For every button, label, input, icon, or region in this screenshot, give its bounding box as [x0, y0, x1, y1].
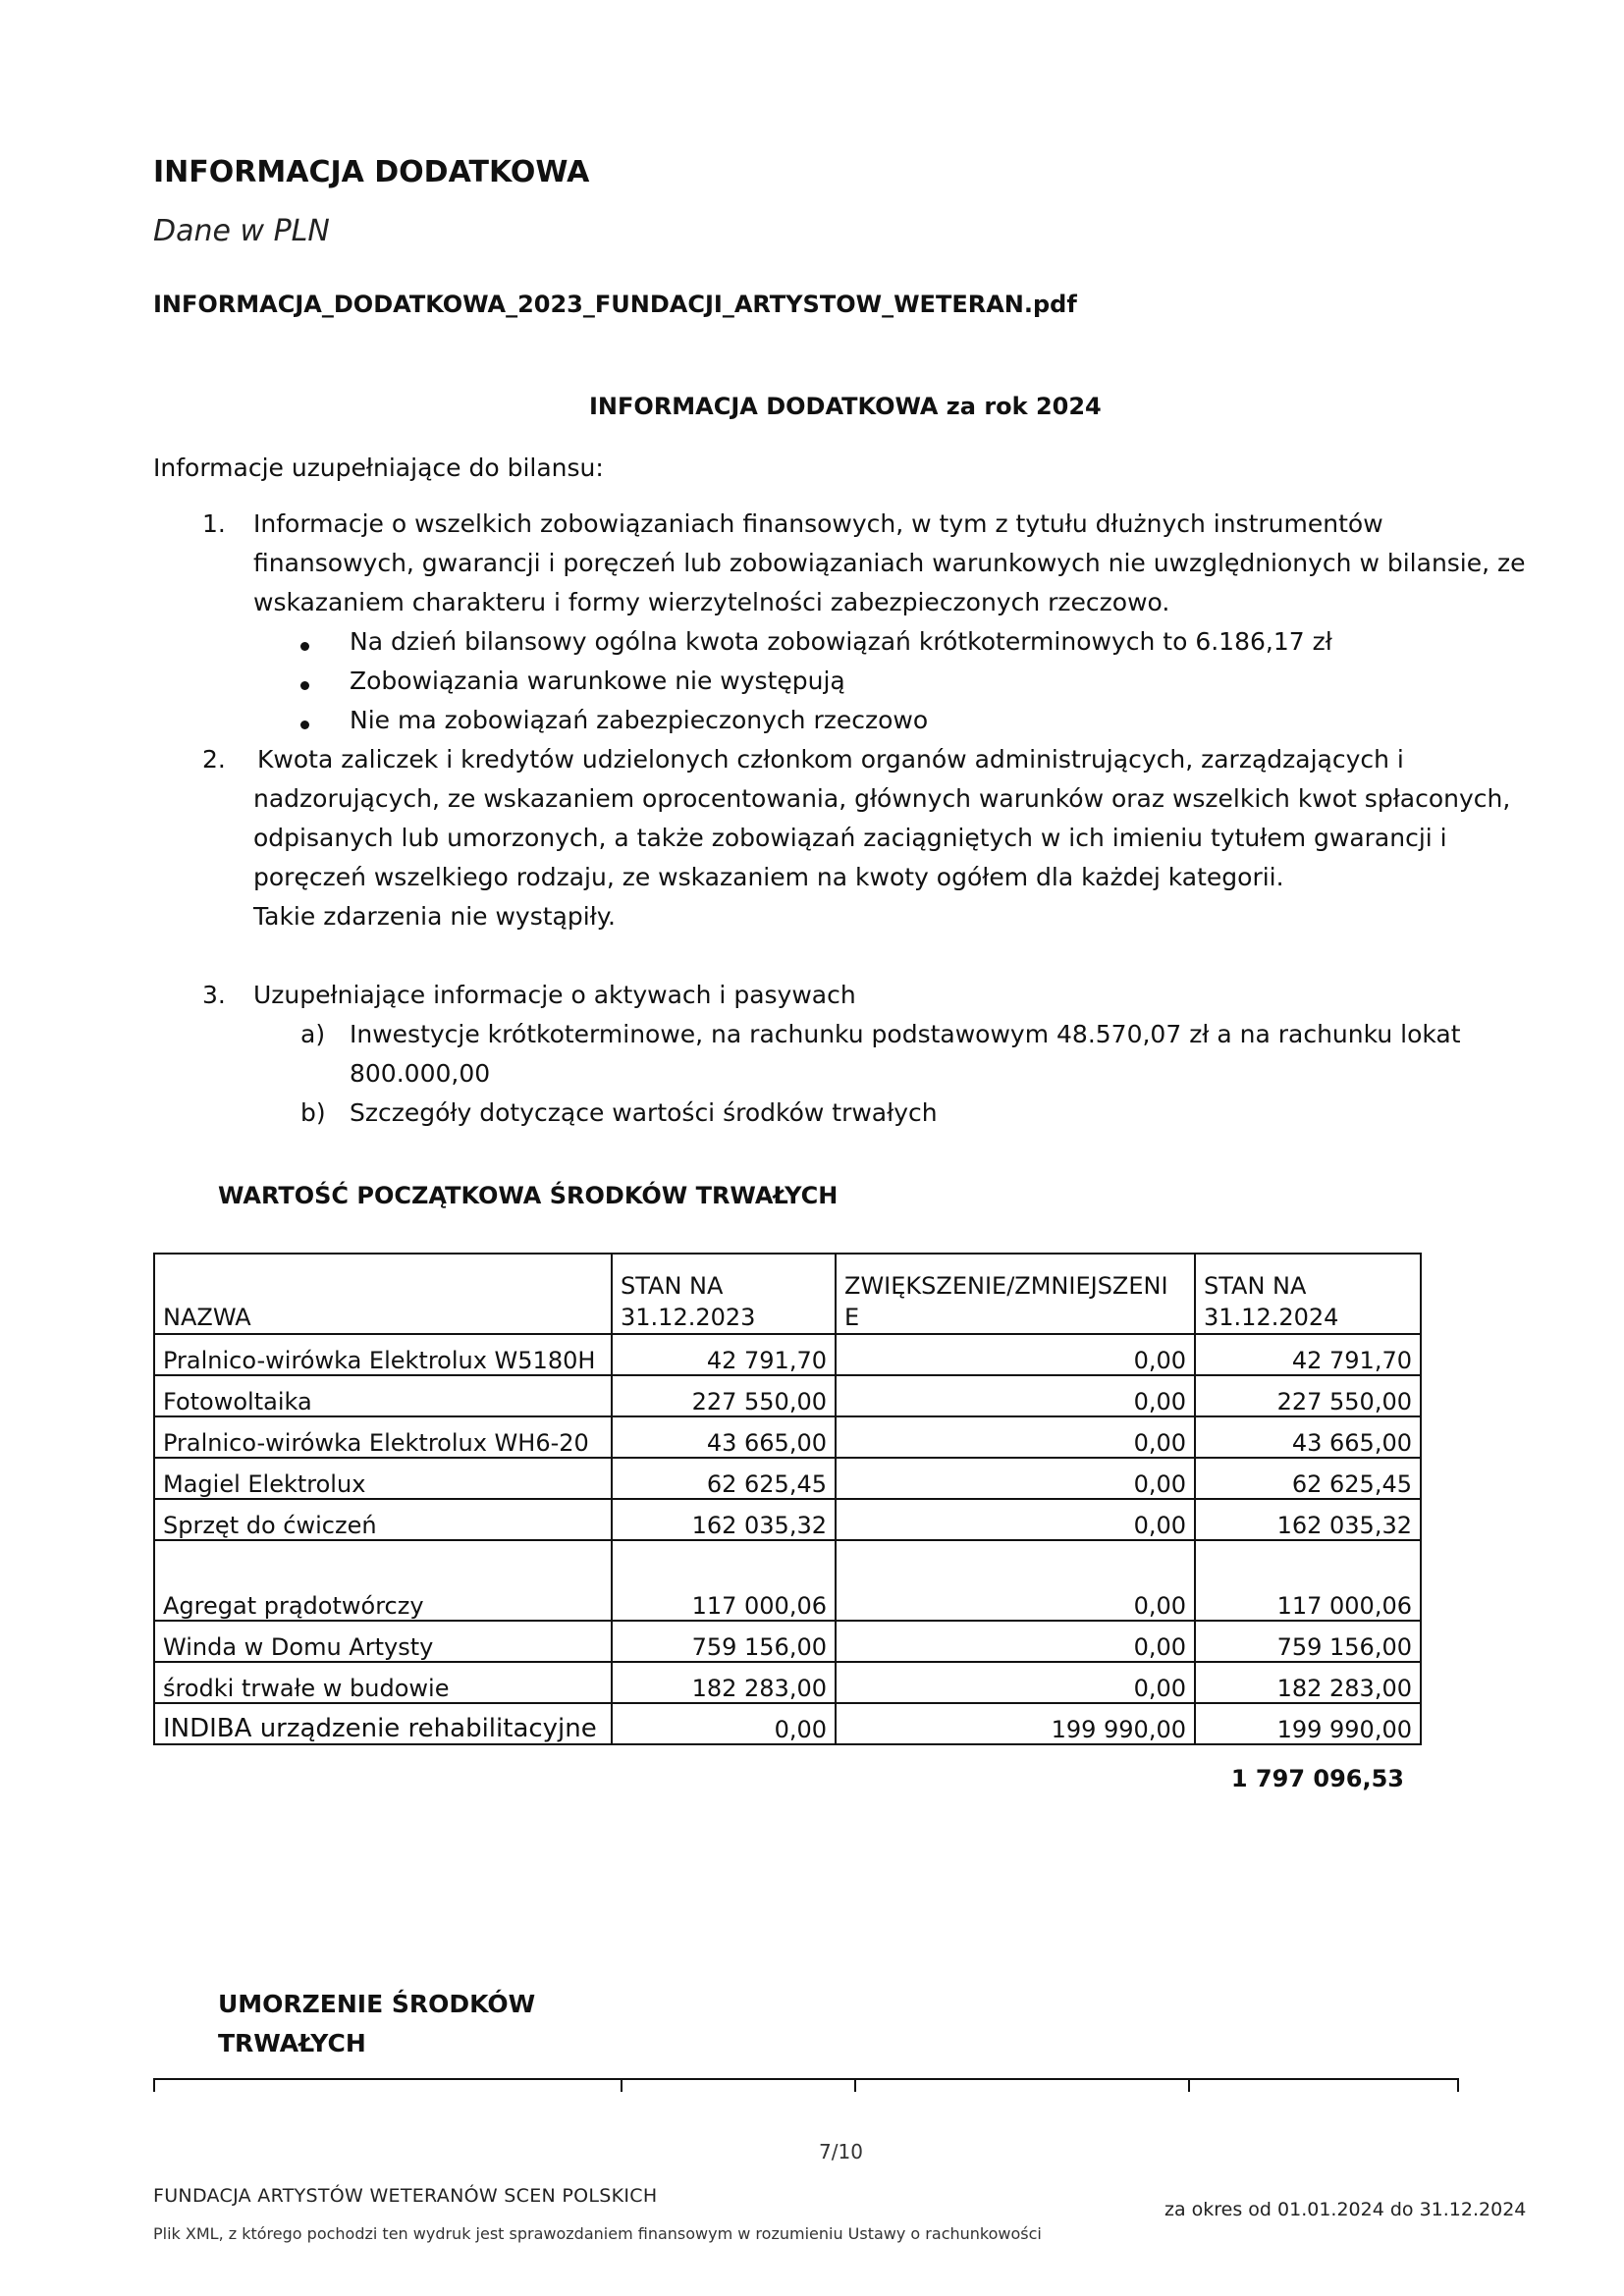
table-column-divider: [854, 2078, 856, 2092]
value-2023: 117 000,06: [612, 1540, 836, 1621]
value-2023: 0,00: [612, 1703, 836, 1744]
column-header: STAN NA 31.12.2023: [612, 1254, 836, 1334]
item-text-line: Uzupełniające informacje o aktywach i pasywach: [253, 981, 856, 1009]
table-column-divider: [1457, 2078, 1459, 2092]
item-number: 2.: [202, 745, 226, 774]
item-text-line: odpisanych lub umorzonych, a także zobowiązań zaciągniętych w ich imieniu tytułem gwarancji i: [253, 824, 1447, 852]
table-row: [154, 1499, 1421, 1540]
table-row: [154, 1540, 1421, 1621]
table-column-divider: [1188, 2078, 1190, 2092]
bullet-text: Na dzień bilansowy ogólna kwota zobowiązań krótkoterminowych to 6.186,17 zł: [350, 627, 1332, 656]
value-2023: 759 156,00: [612, 1621, 836, 1662]
value-2023: 43 665,00: [612, 1416, 836, 1458]
amortization-title-line: TRWAŁYCH: [218, 2029, 366, 2057]
column-header: NAZWA: [154, 1254, 612, 1334]
item-text-line: Takie zdarzenia nie wystąpiły.: [253, 902, 616, 931]
table-row: [154, 1416, 1421, 1458]
subitem-text: 800.000,00: [350, 1059, 491, 1088]
value-2024: 199 990,00: [1195, 1703, 1421, 1744]
value-2024: 182 283,00: [1195, 1662, 1421, 1703]
table-header-row: [154, 1254, 1421, 1334]
table-row: [154, 1334, 1421, 1375]
value-2023: 62 625,45: [612, 1458, 836, 1499]
currency-subtitle: Dane w PLN: [153, 214, 330, 248]
value-2023: 42 791,70: [612, 1334, 836, 1375]
asset-name: Agregat prądotwórczy: [154, 1540, 612, 1621]
report-title: INFORMACJA DODATKOWA za rok 2024: [589, 393, 1102, 420]
subitem-letter: a): [300, 1020, 326, 1048]
value-change: 0,00: [836, 1662, 1195, 1703]
value-2024: 43 665,00: [1195, 1416, 1421, 1458]
item-number: 1.: [202, 509, 226, 538]
asset-name: Fotowoltaika: [154, 1375, 612, 1416]
asset-name: INDIBA urządzenie rehabilitacyjne: [154, 1703, 612, 1744]
amortization-title: [218, 1985, 571, 2063]
subitem-text: Szczegóły dotyczące wartości środków trwałych: [350, 1098, 938, 1127]
table-row: [154, 1375, 1421, 1416]
value-change: 0,00: [836, 1375, 1195, 1416]
item-text-line: finansowych, gwarancji i poręczeń lub zobowiązaniach warunkowych nie uwzględnionych w bilansie, ze: [253, 549, 1526, 577]
asset-name: Pralnico-wirówka Elektrolux W5180H: [154, 1334, 612, 1375]
value-2024: 759 156,00: [1195, 1621, 1421, 1662]
item-text-line: poręczeń wszelkiego rodzaju, ze wskazaniem na kwoty ogółem dla każdej kategorii.: [253, 863, 1284, 891]
item-text-line: Kwota zaliczek i kredytów udzielonych członkom organów administrujących, zarządzających i: [257, 745, 1404, 774]
value-2024: 117 000,06: [1195, 1540, 1421, 1621]
table-row: [154, 1458, 1421, 1499]
subitem-text: Inwestycje krótkoterminowe, na rachunku podstawowym 48.570,07 zł a na rachunku lokat: [350, 1020, 1461, 1048]
asset-name: środki trwałe w budowie: [154, 1662, 612, 1703]
bullet-icon: [300, 642, 309, 651]
table-row: [154, 1621, 1421, 1662]
value-change: 0,00: [836, 1458, 1195, 1499]
footer-legal-note: Plik XML, z którego pochodzi ten wydruk jest sprawozdaniem finansowym w rozumieniu Ustawy o rachunkowości: [153, 2224, 1042, 2243]
value-2024: 62 625,45: [1195, 1458, 1421, 1499]
item-text-line: wskazaniem charakteru i formy wierzytelności zabezpieczonych rzeczowo.: [253, 588, 1170, 616]
value-change: 199 990,00: [836, 1703, 1195, 1744]
bullet-text: Nie ma zobowiązań zabezpieczonych rzeczowo: [350, 706, 929, 734]
footer-organization: FUNDACJA ARTYSTÓW WETERANÓW SCEN POLSKICH: [153, 2185, 658, 2207]
amortization-title-line: UMORZENIE ŚRODKÓW: [218, 1990, 536, 2018]
column-header: ZWIĘKSZENIE/ZMNIEJSZENI E: [836, 1254, 1195, 1334]
value-change: 0,00: [836, 1540, 1195, 1621]
value-2024: 42 791,70: [1195, 1334, 1421, 1375]
value-2023: 162 035,32: [612, 1499, 836, 1540]
table-row: [154, 1662, 1421, 1703]
value-change: 0,00: [836, 1621, 1195, 1662]
bullet-icon: [300, 681, 309, 690]
item-number: 3.: [202, 981, 226, 1009]
value-change: 0,00: [836, 1499, 1195, 1540]
item-text-line: Informacje o wszelkich zobowiązaniach finansowych, w tym z tytułu dłużnych instrumentów: [253, 509, 1383, 538]
value-2024: 162 035,32: [1195, 1499, 1421, 1540]
asset-name: Winda w Domu Artysty: [154, 1621, 612, 1662]
value-change: 0,00: [836, 1416, 1195, 1458]
document-title: INFORMACJA DODATKOWA: [153, 155, 590, 189]
table-row: [154, 1703, 1421, 1744]
assets-total: 1 797 096,53: [1230, 1765, 1404, 1792]
assets-table-title: WARTOŚĆ POCZĄTKOWA ŚRODKÓW TRWAŁYCH: [218, 1182, 839, 1209]
column-header: STAN NA 31.12.2024: [1195, 1254, 1421, 1334]
item-text-line: nadzorujących, ze wskazaniem oprocentowania, głównych warunków oraz wszelkich kwot spłaconych,: [253, 784, 1511, 813]
bullet-text: Zobowiązania warunkowe nie występują: [350, 667, 845, 695]
asset-name: Pralnico-wirówka Elektrolux WH6-20: [154, 1416, 612, 1458]
asset-name: Sprzęt do ćwiczeń: [154, 1499, 612, 1540]
assets-table: [153, 1253, 1422, 1745]
amortization-table-top-border: [153, 2078, 1459, 2080]
report-intro: Informacje uzupełniające do bilansu:: [153, 454, 604, 482]
attached-file-name: INFORMACJA_DODATKOWA_2023_FUNDACJI_ARTYSTOW_WETERAN.pdf: [153, 291, 1077, 318]
value-2023: 182 283,00: [612, 1662, 836, 1703]
page-number: 7/10: [819, 2140, 863, 2163]
asset-name: Magiel Elektrolux: [154, 1458, 612, 1499]
table-column-divider: [153, 2078, 155, 2092]
bullet-icon: [300, 721, 309, 729]
value-2023: 227 550,00: [612, 1375, 836, 1416]
table-column-divider: [621, 2078, 623, 2092]
value-change: 0,00: [836, 1334, 1195, 1375]
footer-period: za okres od 01.01.2024 do 31.12.2024: [1164, 2199, 1527, 2220]
subitem-letter: b): [300, 1098, 326, 1127]
value-2024: 227 550,00: [1195, 1375, 1421, 1416]
